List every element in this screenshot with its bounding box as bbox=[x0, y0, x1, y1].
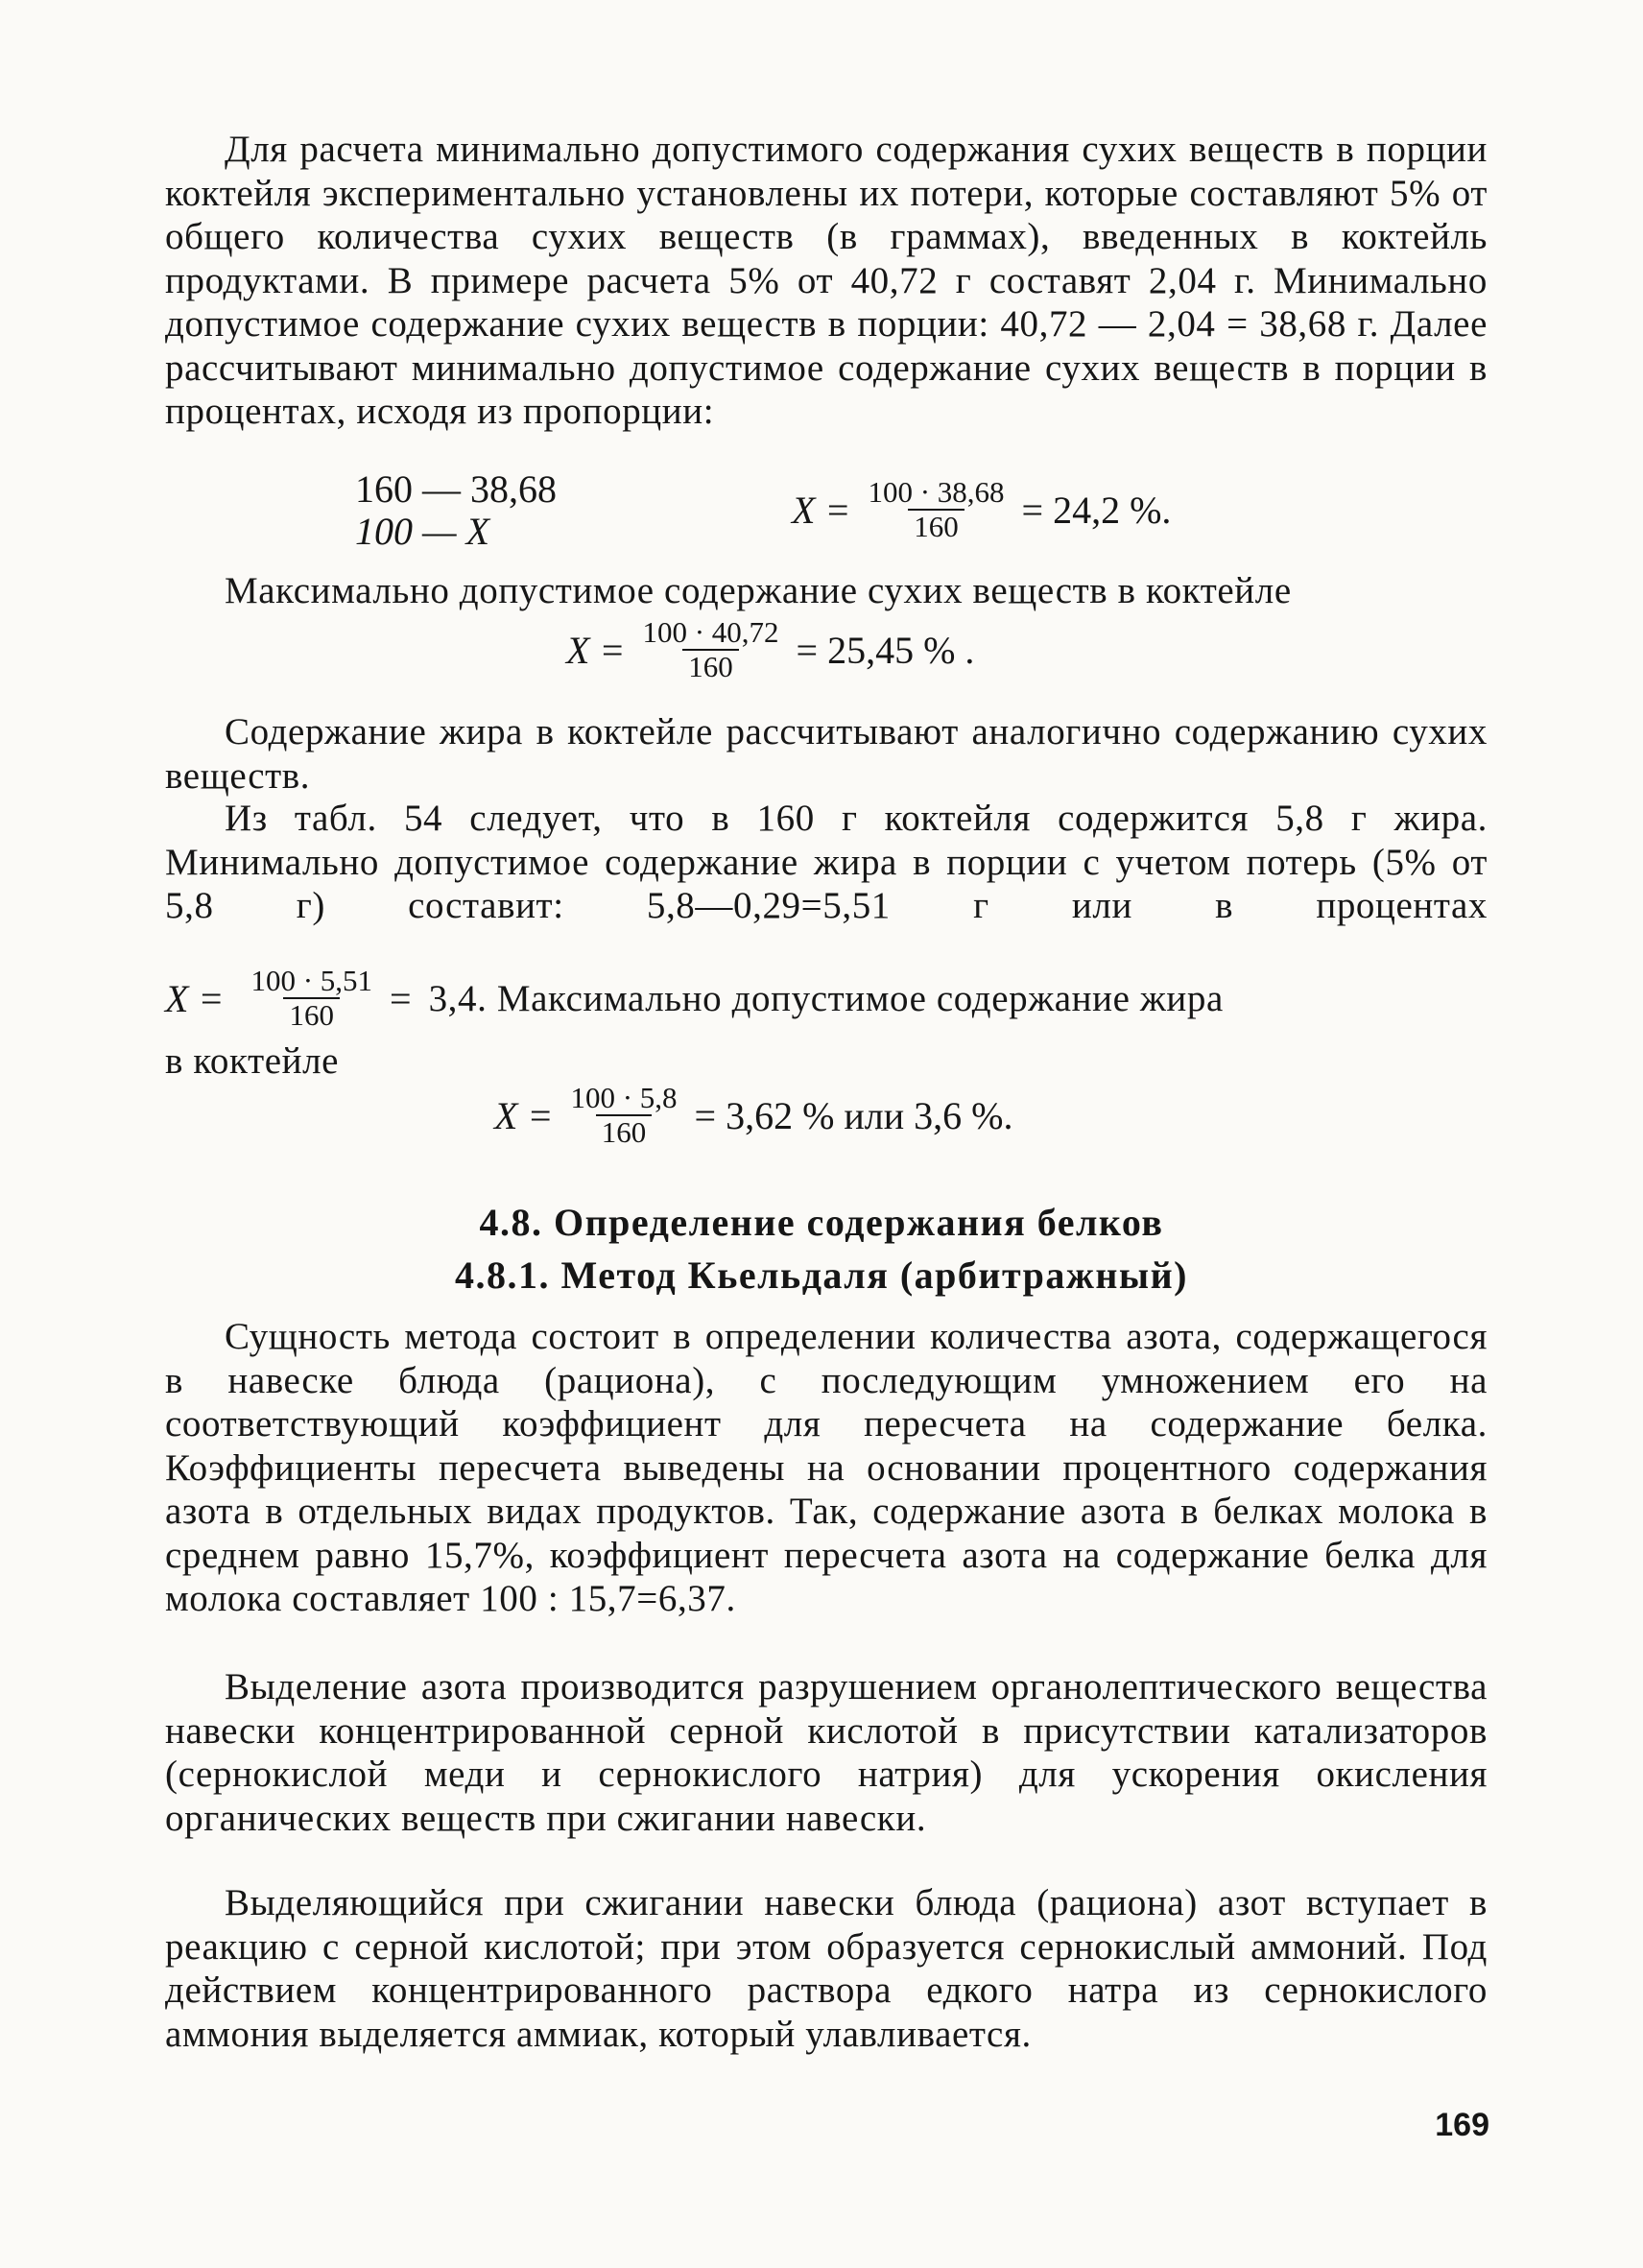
paragraph-fat-max bbox=[165, 1039, 1488, 1084]
formula-max-dry-matter bbox=[566, 616, 974, 683]
formula-lhs: X = bbox=[494, 1093, 554, 1137]
fraction-denominator: 160 bbox=[283, 997, 340, 1032]
paragraph-nitrogen-release bbox=[165, 1665, 1488, 1840]
fraction-denominator: 160 bbox=[908, 509, 964, 543]
formula-tail-text: 3,4. Максимально допустимое содержание жира bbox=[428, 977, 1224, 1019]
fraction-numerator: 100 · 5,51 bbox=[250, 964, 373, 997]
formula-fraction bbox=[862, 476, 1010, 543]
subsection-heading: 4.8.1. Метод Кьельдаля (арбитражный) bbox=[455, 1253, 1188, 1297]
formula-max-fat bbox=[494, 1082, 1013, 1149]
paragraph-kjeldahl-essence bbox=[165, 1315, 1488, 1621]
proportion bbox=[355, 468, 557, 553]
fraction-numerator: 100 · 40,72 bbox=[642, 615, 779, 649]
paragraph-text: Сущность метода состоит в определении количества азота, содержащегося в навеске блюда (рациона), с последующим умножением его на соответствующий коэффициент для пересчета на содержание белка. Коэффициенты пересчета выведены на основании процентного содержания азота в отдельных видах продуктов. Так, содержание азота в белках молока в среднем равно 15,7%, коэффициент пересчета азота на содержание белка для молока составляет 100 : 15,7=6,37. bbox=[165, 1316, 1488, 1619]
formula-rhs: = 24,2 %. bbox=[1021, 488, 1172, 532]
paragraph-text: Содержание жира в коктейле рассчитывают аналогично содержанию сухих веществ. bbox=[165, 711, 1488, 797]
formula-rhs: = 3,62 % или 3,6 %. bbox=[694, 1093, 1013, 1137]
paragraph-text: в коктейле bbox=[165, 1040, 340, 1082]
formula-min-dry-matter bbox=[792, 476, 1171, 543]
paragraph-text: Для расчета минимально допустимого содержания сухих веществ в порции коктейля экспериментально установлены их потери, которые составляют 5% от общего количества сухих веществ (в граммах), введенных в коктейль продуктами. В примере расчета 5% от 40,72 г составят 2,04 г. Минимально допустимое содержание сухих веществ в порции: 40,72 — 2,04 = 38,68 г. Далее рассчитывают минимально допустимое содержание сухих веществ в порции в процентах, исходя из пропорции: bbox=[165, 129, 1488, 432]
paragraph-fat-min bbox=[165, 797, 1488, 928]
paragraph-ammonia bbox=[165, 1881, 1488, 2056]
page-number: 169 bbox=[1435, 2107, 1489, 2143]
paragraph-text: Выделяющийся при сжигании навески блюда (рациона) азот вступает в реакцию с серной кислотой; при этом образуется сернокислый аммоний. Под действием концентрированного раствора едкого натра из сернокислого аммония выделяется аммиак, который улавливается. bbox=[165, 1882, 1488, 2055]
formula-fraction bbox=[636, 616, 784, 683]
fraction-denominator: 160 bbox=[682, 649, 739, 683]
paragraph-text: Максимально допустимое содержание сухих веществ в коктейле bbox=[225, 570, 1292, 611]
fraction-denominator: 160 bbox=[596, 1114, 653, 1149]
proportion-line-2: 100 — X bbox=[355, 510, 489, 553]
paragraph-fat-analogy bbox=[165, 710, 1488, 798]
formula-fraction bbox=[245, 965, 378, 1032]
formula-rhs: = 25,45 % . bbox=[796, 628, 975, 672]
formula-rhs: = bbox=[390, 976, 412, 1020]
formula-lhs: X = bbox=[566, 628, 626, 672]
paragraph-text: Из табл. 54 следует, что в 160 г коктейля содержится 5,8 г жира. Минимально допустимое содержание жира в порции с учетом потерь (5% от 5,8 г) составит: 5,8—0,29=5,51 г или в процентах bbox=[165, 798, 1488, 926]
formula-lhs: X = bbox=[165, 976, 225, 1020]
paragraph-dry-matter-max bbox=[165, 569, 1488, 613]
section-heading: 4.8. Определение содержания белков bbox=[479, 1201, 1164, 1244]
fraction-numerator: 100 · 38,68 bbox=[868, 475, 1005, 509]
formula-lhs: X = bbox=[792, 488, 851, 532]
paragraph-text: Выделение азота производится разрушением органолептического вещества навески концентрированной серной кислотой в присутствии катализаторов (сернокислой меди и сернокислого натрия) для ускорения окисления органических веществ при сжигании навески. bbox=[165, 1666, 1488, 1839]
formula-min-fat bbox=[165, 965, 1224, 1032]
proportion-line-1: 160 — 38,68 bbox=[355, 467, 557, 511]
paragraph-dry-matter-min bbox=[165, 128, 1488, 434]
fraction-numerator: 100 · 5,8 bbox=[570, 1081, 678, 1114]
formula-fraction bbox=[564, 1082, 682, 1149]
